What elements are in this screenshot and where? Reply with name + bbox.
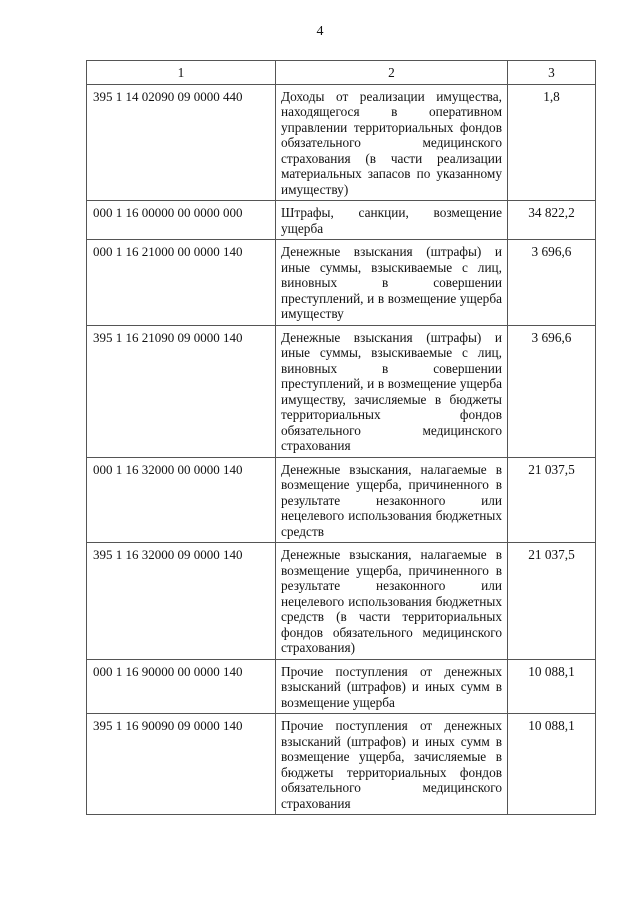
row-code: 000 1 16 21000 00 0000 140	[87, 240, 276, 326]
page-number: 4	[316, 24, 324, 39]
row-code: 395 1 16 21090 09 0000 140	[87, 325, 276, 457]
table-row	[87, 325, 596, 457]
row-amount: 3 696,6	[508, 240, 596, 326]
row-description: Доходы от реализации имущества, находящегося в оперативном управлении территориальных фондов обязательного медицинского страхования (в части реализации материальных запасов по указанному имуществу)	[276, 84, 508, 201]
row-amount: 21 037,5	[508, 543, 596, 660]
table-row	[87, 457, 596, 543]
row-amount: 10 088,1	[508, 714, 596, 815]
row-description: Прочие поступления от денежных взысканий (штрафов) и иных сумм в возмещение ущерба, зачисляемые в бюджеты территориальных фондов обязательного медицинского страхования	[276, 714, 508, 815]
row-description: Штрафы, санкции, возмещение ущерба	[276, 201, 508, 240]
row-code: 000 1 16 90000 00 0000 140	[87, 659, 276, 714]
header-col-3: 3	[508, 61, 596, 85]
row-description: Денежные взыскания (штрафы) и иные суммы, взыскиваемые с лиц, виновных в совершении преступлений, и в возмещение ущерба имуществу, зачисляемые в бюджеты территориальных фондов обязательного медицинского страхования	[276, 325, 508, 457]
row-description: Прочие поступления от денежных взысканий (штрафов) и иных сумм в возмещение ущерба	[276, 659, 508, 714]
row-amount: 1,8	[508, 84, 596, 201]
table-header-row	[87, 61, 596, 85]
table-row	[87, 659, 596, 714]
table-row	[87, 201, 596, 240]
row-code: 395 1 16 90090 09 0000 140	[87, 714, 276, 815]
row-amount: 34 822,2	[508, 201, 596, 240]
table-row	[87, 543, 596, 660]
table-row	[87, 84, 596, 201]
row-code: 395 1 14 02090 09 0000 440	[87, 84, 276, 201]
row-code: 000 1 16 00000 00 0000 000	[87, 201, 276, 240]
row-code: 395 1 16 32000 09 0000 140	[87, 543, 276, 660]
row-amount: 3 696,6	[508, 325, 596, 457]
row-description: Денежные взыскания, налагаемые в возмещение ущерба, причиненного в результате незаконного или нецелевого использования бюджетных средств	[276, 457, 508, 543]
row-description: Денежные взыскания (штрафы) и иные суммы, взыскиваемые с лиц, виновных в совершении преступлений, и в возмещение ущерба имуществу	[276, 240, 508, 326]
row-description: Денежные взыскания, налагаемые в возмещение ущерба, причиненного в результате незаконного или нецелевого использования бюджетных средств (в части территориальных фондов обязательного медицинского страхования)	[276, 543, 508, 660]
row-code: 000 1 16 32000 00 0000 140	[87, 457, 276, 543]
row-amount: 10 088,1	[508, 659, 596, 714]
revenue-table	[86, 60, 596, 815]
header-col-1: 1	[87, 61, 276, 85]
row-amount: 21 037,5	[508, 457, 596, 543]
table-row	[87, 240, 596, 326]
header-col-2: 2	[276, 61, 508, 85]
table-row	[87, 714, 596, 815]
